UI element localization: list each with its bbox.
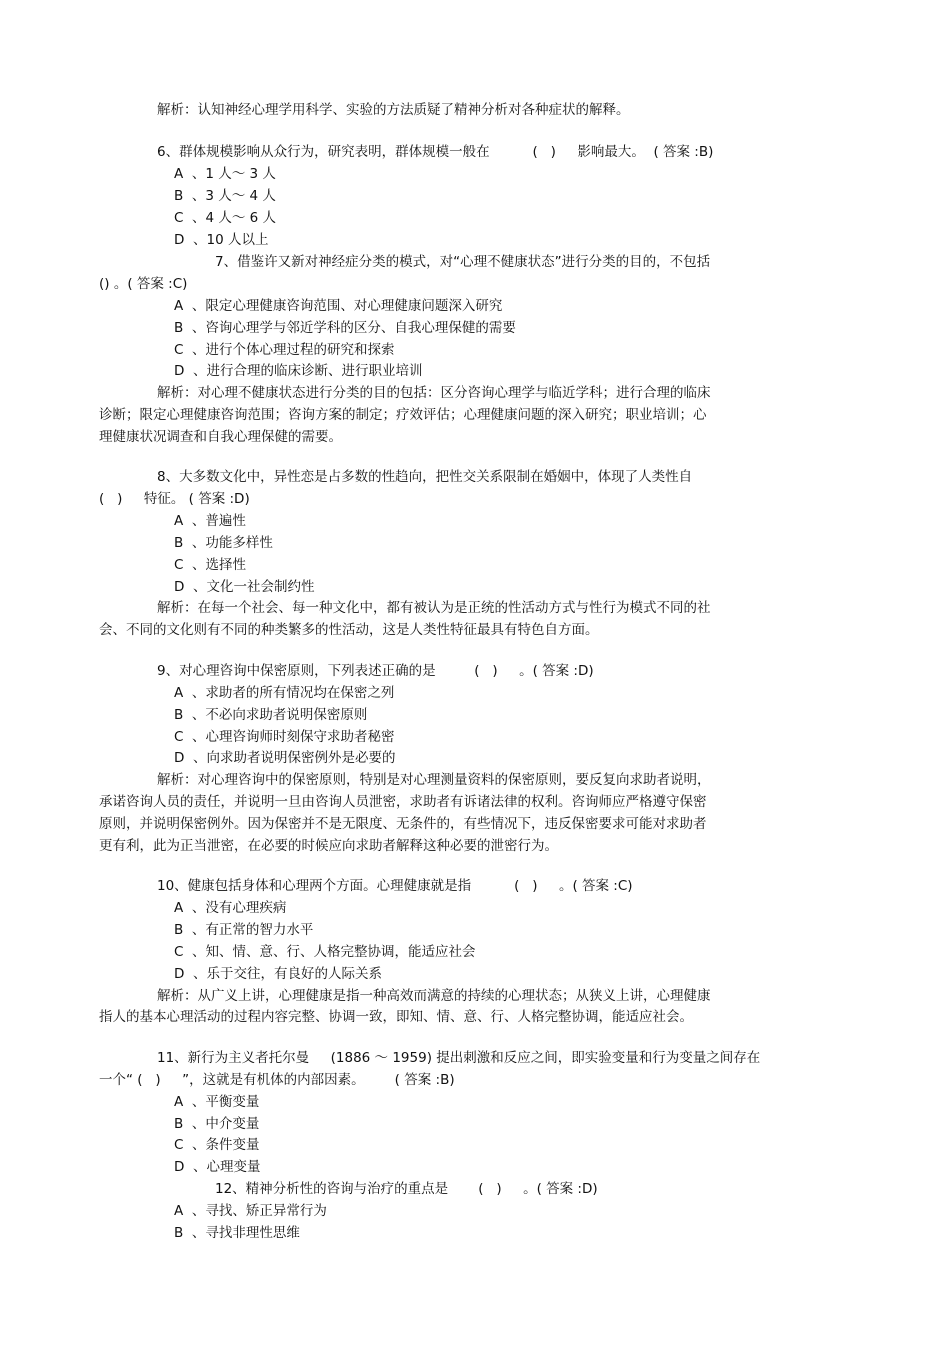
text-line: D 、进行合理的临床诊断、进行职业培训: [174, 363, 423, 379]
text-line: A 、求助者的所有情况均在保密之列: [174, 685, 395, 701]
text-line: () 。( 答案 :C): [99, 276, 188, 292]
text-line: 会、不同的文化则有不同的种类繁多的性活动，这是人类性特征最具有特色自方面。: [99, 622, 599, 638]
text-line: 解析：从广义上讲，心理健康是指一种高效而满意的持续的心理状态；从狭义上讲，心理健康: [157, 988, 711, 1004]
text-line: D 、10 人以上: [174, 232, 269, 248]
text-line: B 、3 人～ 4 人: [174, 188, 276, 204]
text-line: C 、心理咨询师时刻保守求助者秘密: [174, 729, 395, 745]
text-line: C 、4 人～ 6 人: [174, 210, 277, 226]
text-line: B 、不必向求助者说明保密原则: [174, 707, 368, 723]
text-line: A 、寻找、矫正异常行为: [174, 1203, 327, 1219]
text-line: B 、功能多样性: [174, 535, 273, 551]
text-line: 6、群体规模影响从众行为，研究表明，群体规模一般在 ( ) 影响最大。 ( 答案 :B): [157, 144, 714, 160]
text-line: C 、选择性: [174, 557, 247, 573]
text-line: C 、知、情、意、行、人格完整协调，能适应社会: [174, 944, 476, 960]
text-line: 解析：对心理咨询中的保密原则，特别是对心理测量资料的保密原则，要反复向求助者说明，: [157, 772, 711, 788]
text-line: A 、普遍性: [174, 513, 246, 529]
text-line: D 、向求助者说明保密例外是必要的: [174, 750, 396, 766]
text-line: 12、精神分析性的咨询与治疗的重点是 ( ) 。( 答案 :D): [215, 1181, 598, 1197]
text-line: C 、条件变量: [174, 1137, 260, 1153]
text-line: 原则，并说明保密例外。因为保密并不是无限度、无条件的，有些情况下，违反保密要求可能对求助者: [99, 816, 707, 832]
text-line: A 、平衡变量: [174, 1094, 260, 1110]
text-line: ( ) 特征。 ( 答案 :D): [99, 491, 250, 507]
text-line: A 、1 人～ 3 人: [174, 166, 276, 182]
text-line: A 、没有心理疾病: [174, 900, 287, 916]
text-line: B 、中介变量: [174, 1116, 260, 1132]
text-line: 10、健康包括身体和心理两个方面。心理健康就是指 ( ) 。( 答案 :C): [157, 878, 633, 894]
text-line: 更有利，此为正当泄密，在必要的时候应向求助者解释这种必要的泄密行为。: [99, 838, 558, 854]
text-line: D 、文化一社会制约性: [174, 579, 315, 595]
text-line: 解析：认知神经心理学用科学、实验的方法质疑了精神分析对各种症状的解释。: [157, 102, 630, 118]
text-line: 承诺咨询人员的责任，并说明一旦由咨询人员泄密，求助者有诉诸法律的权利。咨询师应严格遵守保密: [99, 794, 707, 810]
text-line: D 、心理变量: [174, 1159, 261, 1175]
text-line: 理健康状况调查和自我心理保健的需要。: [99, 429, 342, 445]
text-line: 11、新行为主义者托尔曼 (1886 ～ 1959) 提出刺激和反应之间，即实验变量和行为变量之间存在: [157, 1050, 761, 1066]
text-line: B 、有正常的智力水平: [174, 922, 314, 938]
text-line: C 、进行个体心理过程的研究和探索: [174, 342, 395, 358]
text-line: 8、大多数文化中，异性恋是占多数的性趋向，把性交关系限制在婚姻中，体现了人类性自: [157, 469, 693, 485]
text-line: D 、乐于交往，有良好的人际关系: [174, 966, 382, 982]
text-line: 7、借鉴许又新对神经症分类的模式，对“心理不健康状态”进行分类的目的，不包括: [215, 254, 711, 270]
text-line: 指人的基本心理活动的过程内容完整、协调一致，即知、情、意、行、人格完整协调，能适应社会。: [99, 1009, 693, 1025]
text-line: A 、限定心理健康咨询范围、对心理健康问题深入研究: [174, 298, 503, 314]
text-line: 解析：对心理不健康状态进行分类的目的包括：区分咨询心理学与临近学科；进行合理的临床: [157, 385, 711, 401]
text-line: B 、咨询心理学与邻近学科的区分、自我心理保健的需要: [174, 320, 516, 336]
text-line: 9、对心理咨询中保密原则，下列表述正确的是 ( ) 。( 答案 :D): [157, 663, 594, 679]
text-line: 诊断；限定心理健康咨询范围；咨询方案的制定；疗效评估；心理健康问题的深入研究；职业培训；心: [99, 407, 707, 423]
text-line: 一个“ ( ) ”，这就是有机体的内部因素。 ( 答案 :B): [99, 1072, 455, 1088]
text-line: B 、寻找非理性思维: [174, 1225, 300, 1241]
text-line: 解析：在每一个社会、每一种文化中，都有被认为是正统的性活动方式与性行为模式不同的社: [157, 600, 711, 616]
